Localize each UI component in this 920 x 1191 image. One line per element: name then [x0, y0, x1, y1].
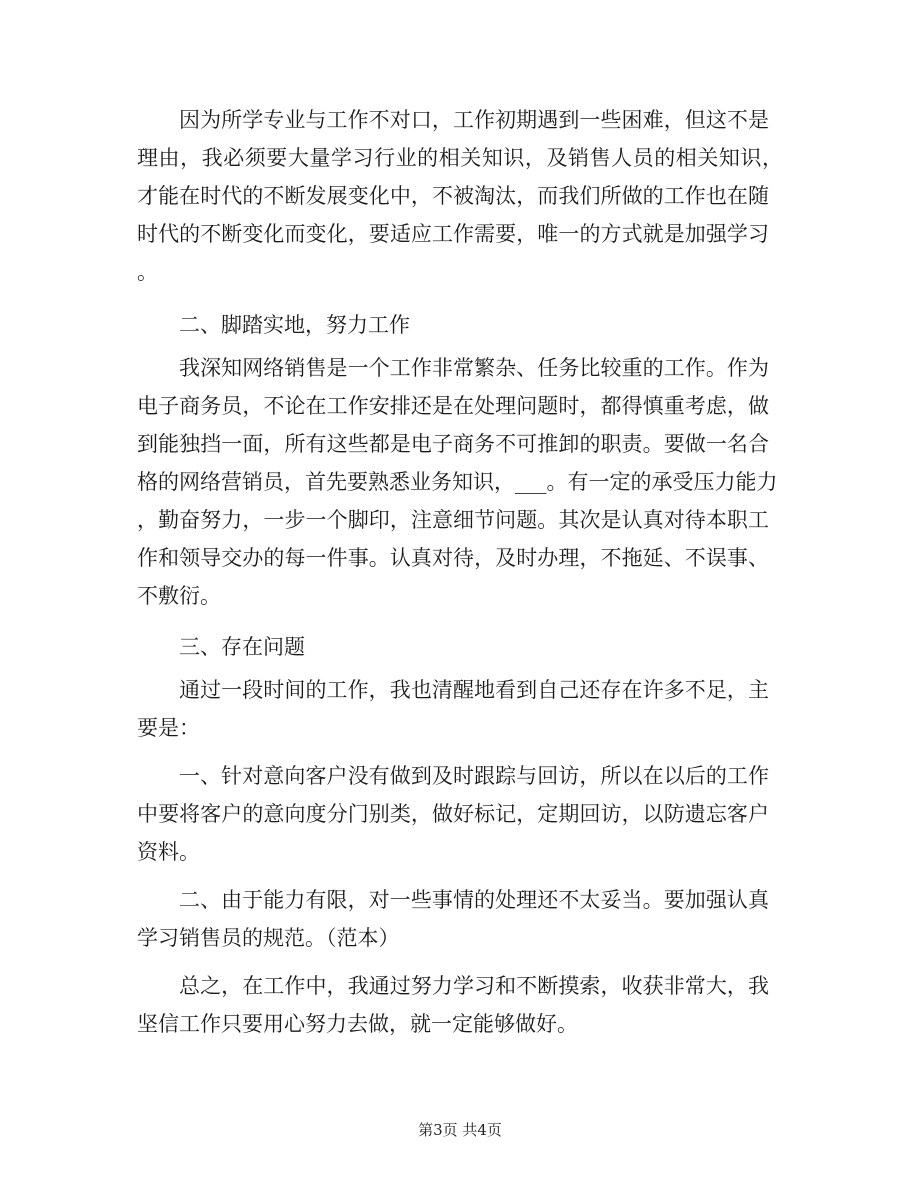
line-text: 中要将客户的意向度分门别类，做好标记，定期回访，以防遗忘客户: [137, 802, 769, 826]
section-heading: [0, 630, 920, 664]
line-text: 要是：: [137, 716, 200, 740]
paragraph-line: [0, 217, 920, 251]
paragraph-line: [0, 465, 920, 499]
page-number: 第3页 共4页: [418, 1121, 502, 1139]
line-text: 作和领导交办的每一件事。认真对待，及时办理，不拖延、不误事、: [137, 546, 769, 570]
heading-text: 二、脚踏实地，努力工作: [179, 313, 410, 337]
paragraph-line: [0, 921, 920, 955]
paragraph-line: [0, 503, 920, 537]
paragraph-line: [0, 389, 920, 423]
line-text: 我深知网络销售是一个工作非常繁杂、任务比较重的工作。作为: [179, 356, 769, 380]
paragraph-line: [0, 673, 920, 707]
paragraph-line: [0, 541, 920, 575]
paragraph-line: [0, 103, 920, 137]
paragraph-line: [0, 969, 920, 1003]
line-text: 通过一段时间的工作，我也清醒地看到自己还存在许多不足，主: [179, 678, 769, 702]
line-text: 学习销售员的规范。（范本）: [137, 926, 400, 950]
paragraph-line: [0, 711, 920, 745]
line-text: 格的网络营销员，首先要熟悉业务知识，___。有一定的承受压力能力: [137, 470, 778, 494]
line-text: 电子商务员，不论在工作安排还是在处理问题时，都得慎重考虑，做: [137, 394, 769, 418]
paragraph-line: [0, 179, 920, 213]
line-text: 。: [137, 260, 158, 284]
paragraph-line: [0, 255, 920, 289]
line-text: 因为所学专业与工作不对口，工作初期遇到一些困难，但这不是: [179, 108, 769, 132]
line-text: 时代的不断变化而变化，要适应工作需要，唯一的方式就是加强学习: [137, 222, 769, 246]
paragraph-line: [0, 141, 920, 175]
line-text: 总之，在工作中，我通过努力学习和不断摸索，收获非常大，我: [179, 974, 769, 998]
paragraph-line: [0, 351, 920, 385]
line-text: 二、由于能力有限，对一些事情的处理还不太妥当。要加强认真: [179, 888, 769, 912]
paragraph-line: [0, 579, 920, 613]
line-text: 资料。: [137, 840, 200, 864]
paragraph-line: [0, 759, 920, 793]
paragraph-line: [0, 835, 920, 869]
line-text: 坚信工作只要用心努力去做，就一定能够做好。: [137, 1012, 578, 1036]
section-heading: [0, 308, 920, 342]
line-text: 到能独挡一面，所有这些都是电子商务不可推卸的职责。要做一名合: [137, 432, 769, 456]
paragraph-line: [0, 1007, 920, 1041]
line-text: 一、针对意向客户没有做到及时跟踪与回访，所以在以后的工作: [179, 764, 769, 788]
paragraph-line: [0, 883, 920, 917]
line-text: 不敷衍。: [137, 584, 221, 608]
paragraph-line: [0, 797, 920, 831]
line-text: ，勤奋努力，一步一个脚印，注意细节问题。其次是认真对待本职工: [137, 508, 769, 532]
line-text: 理由，我必须要大量学习行业的相关知识，及销售人员的相关知识，: [137, 146, 783, 170]
line-text: 才能在时代的不断发展变化中，不被淘汰，而我们所做的工作也在随: [137, 184, 769, 208]
heading-text: 三、存在问题: [179, 635, 305, 659]
paragraph-line: [0, 427, 920, 461]
